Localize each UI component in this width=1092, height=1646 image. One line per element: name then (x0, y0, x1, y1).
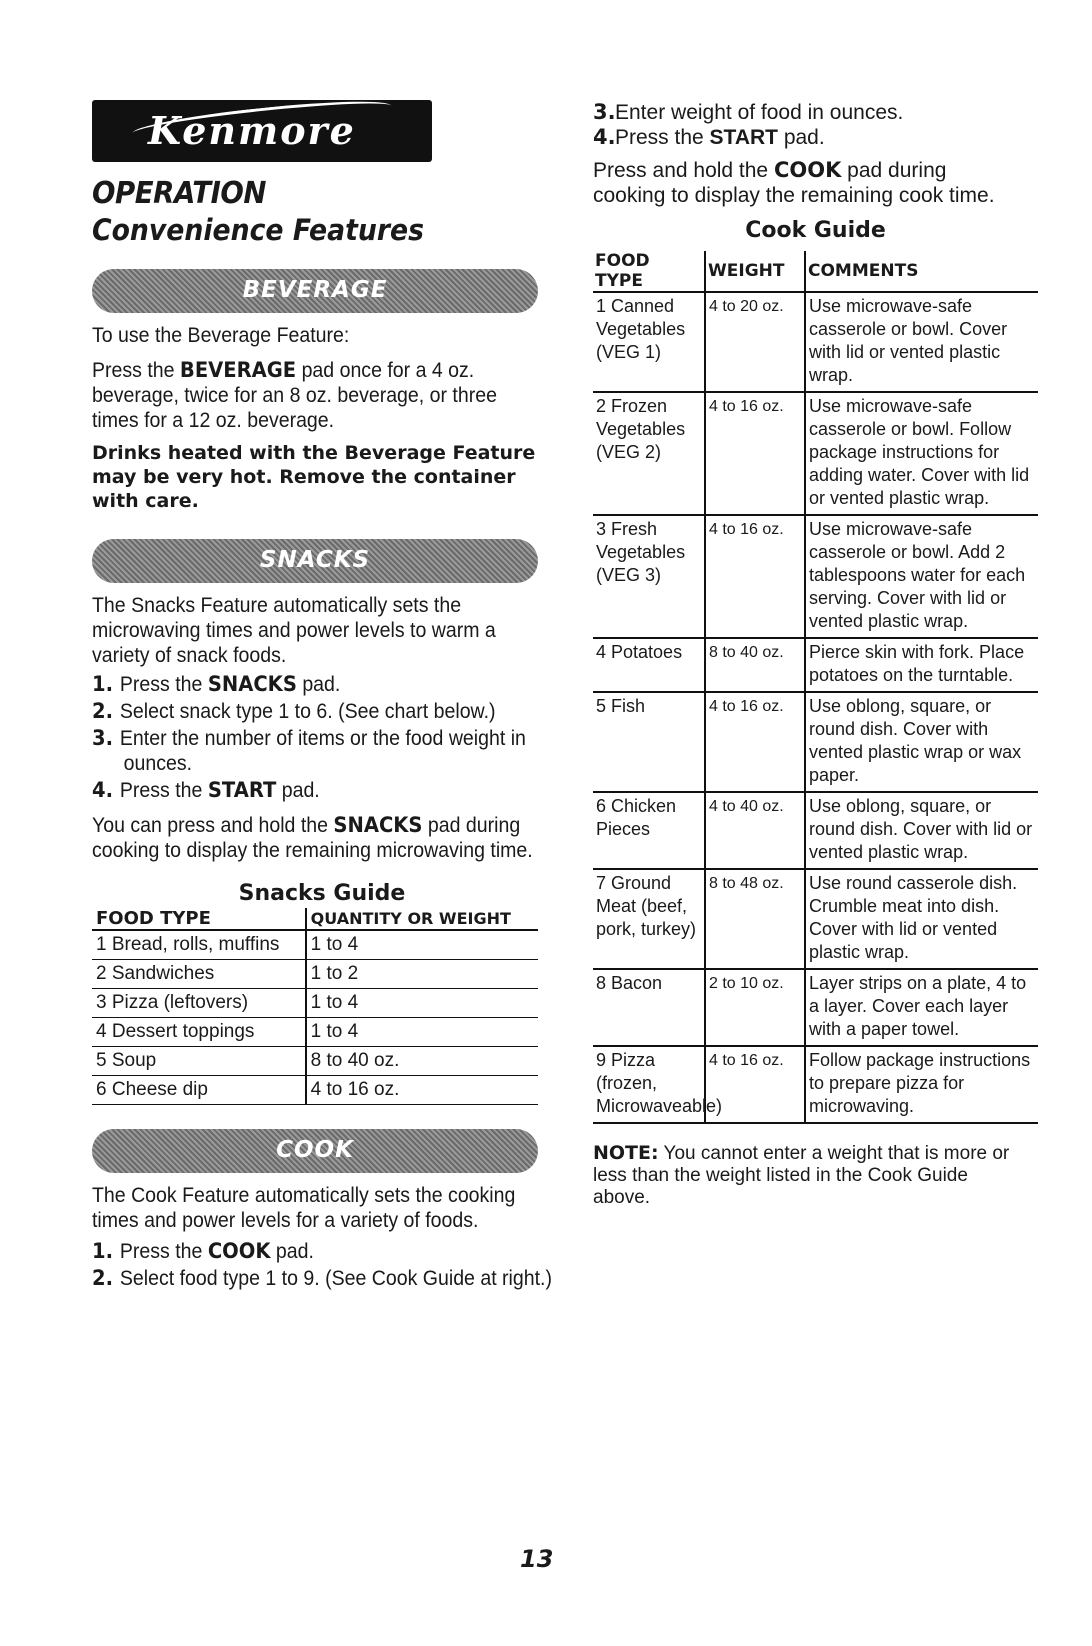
comments-cell: Use microwave-safe casserole or bowl. Cover with lid or vented plastic wrap. (805, 292, 1038, 392)
weight-cell: 4 to 16 oz. (705, 692, 805, 792)
table-row (92, 1047, 538, 1076)
table-row (593, 292, 1038, 392)
weight-cell: 4 to 16 oz. (705, 515, 805, 638)
comments-cell: Use microwave-safe casserole or bowl. Add 2 tablespoons water for each serving. Cover with lid or vented plastic wrap. (805, 515, 1038, 638)
quantity-cell: 1 to 2 (306, 960, 538, 989)
step-item: 2. Select snack type 1 to 6. (See chart below.) (92, 699, 496, 723)
comments-cell: Use microwave-safe casserole or bowl. Follow package instructions for adding water. Cover with lid or vented plastic wrap. (805, 392, 1038, 515)
col-food-type: FOOD TYPE (92, 908, 306, 930)
table-row (92, 1076, 538, 1105)
table-row (593, 969, 1038, 1046)
beverage-intro: To use the Beverage Feature: (92, 324, 350, 347)
quantity-cell: 1 to 4 (306, 930, 538, 960)
table-row (92, 1018, 538, 1047)
table-row (92, 989, 538, 1018)
snacks-intro: The Snacks Feature automatically sets the microwaving times and power levels to warm a variety of snack foods. (92, 594, 496, 667)
food-type-cell: 2 Sandwiches (92, 960, 306, 989)
col-weight: WEIGHT (705, 251, 805, 292)
cook-intro: The Cook Feature automatically sets the cooking times and power levels for a variety of foods. (92, 1184, 516, 1232)
section-subtitle: Convenience Features (92, 213, 424, 247)
quantity-cell: 4 to 16 oz. (306, 1076, 538, 1105)
food-type-cell: 3 Fresh Vegetables (VEG 3) (593, 515, 705, 638)
weight-cell: 4 to 16 oz. (705, 392, 805, 515)
snacks-guide-title: Snacks Guide (238, 881, 406, 906)
table-row (92, 930, 538, 960)
weight-cell: 8 to 40 oz. (705, 638, 805, 692)
quantity-cell: 1 to 4 (306, 989, 538, 1018)
food-type-cell: 5 Soup (92, 1047, 306, 1076)
cook-hold-text: Press and hold the COOK pad during cooking to display the remaining cook time. (593, 158, 995, 207)
comments-cell: Use oblong, square, or round dish. Cover with vented plastic wrap or wax paper. (805, 692, 1038, 792)
food-type-cell: 7 Ground Meat (beef, pork, turkey) (593, 869, 705, 969)
food-type-cell: 2 Frozen Vegetables (VEG 2) (593, 392, 705, 515)
col-comments: COMMENTS (805, 251, 1038, 292)
right-column (593, 100, 1038, 1209)
table-row (593, 515, 1038, 638)
weight-cell: 4 to 40 oz. (705, 792, 805, 869)
food-type-cell: 3 Pizza (leftovers) (92, 989, 306, 1018)
comments-cell: Pierce skin with fork. Place potatoes on the turntable. (805, 638, 1038, 692)
food-type-cell: 1 Bread, rolls, muffins (92, 930, 306, 960)
cook-steps-left (92, 1239, 552, 1291)
snacks-guide-table (92, 908, 538, 1105)
table-row (593, 692, 1038, 792)
snacks-banner: SNACKS (92, 539, 538, 583)
table-row (593, 792, 1038, 869)
step-item: 4. Press the START pad. (92, 778, 320, 802)
col-food-type: FOOD TYPE (593, 251, 705, 292)
beverage-banner: BEVERAGE (92, 269, 538, 313)
page-number: 13 (520, 1545, 554, 1573)
step-item: 3. Enter the number of items or the food weight in ounces. (92, 726, 526, 775)
cook-steps-right (593, 100, 1038, 150)
logo-text: Kenmore (148, 108, 356, 153)
quantity-cell: 1 to 4 (306, 1018, 538, 1047)
food-type-cell: 6 Cheese dip (92, 1076, 306, 1105)
step-item: 4.Press the START pad. (593, 125, 825, 149)
left-column (92, 100, 552, 1291)
food-type-cell: 9 Pizza (frozen, Microwaveable) (593, 1046, 705, 1123)
cook-guide-table (593, 251, 1038, 1124)
beverage-instructions: Press the BEVERAGE pad once for a 4 oz. beverage, twice for an 8 oz. beverage, or three times for a 12 oz. beverage. (92, 358, 497, 432)
table-row (92, 960, 538, 989)
table-row (593, 869, 1038, 969)
comments-cell: Follow package instructions to prepare pizza for microwaving. (805, 1046, 1038, 1123)
cook-guide-title: Cook Guide (745, 218, 886, 243)
comments-cell: Use oblong, square, or round dish. Cover with lid or vented plastic wrap. (805, 792, 1038, 869)
cook-banner: COOK (92, 1129, 538, 1173)
snacks-steps (92, 672, 552, 803)
table-row (593, 638, 1038, 692)
step-item: 1. Press the SNACKS pad. (92, 672, 341, 696)
food-type-cell: 5 Fish (593, 692, 705, 792)
beverage-warning: Drinks heated with the Beverage Feature may be very hot. Remove the container with care. (92, 442, 536, 512)
comments-cell: Layer strips on a plate, 4 to a layer. Cover each layer with a paper towel. (805, 969, 1038, 1046)
section-title: OPERATION (92, 176, 267, 211)
food-type-cell: 1 Canned Vegetables (VEG 1) (593, 292, 705, 392)
food-type-cell: 6 Chicken Pieces (593, 792, 705, 869)
kenmore-logo (92, 100, 432, 162)
comments-cell: Use round casserole dish. Crumble meat into dish. Cover with lid or vented plastic wrap. (805, 869, 1038, 969)
weight-cell: 4 to 20 oz. (705, 292, 805, 392)
food-type-cell: 4 Potatoes (593, 638, 705, 692)
weight-cell: 2 to 10 oz. (705, 969, 805, 1046)
col-quantity: QUANTITY OR WEIGHT (306, 908, 538, 930)
step-item: 2. Select food type 1 to 9. (See Cook Guide at right.) (92, 1266, 552, 1290)
weight-cell: 8 to 48 oz. (705, 869, 805, 969)
step-item: 1. Press the COOK pad. (92, 1239, 314, 1263)
step-item: 3.Enter weight of food in ounces. (593, 100, 904, 124)
food-type-cell: 8 Bacon (593, 969, 705, 1046)
table-row (593, 392, 1038, 515)
food-type-cell: 4 Dessert toppings (92, 1018, 306, 1047)
quantity-cell: 8 to 40 oz. (306, 1047, 538, 1076)
weight-cell: 4 to 16 oz. (705, 1046, 805, 1123)
snacks-hold-text: You can press and hold the SNACKS pad during cooking to display the remaining microwaving time. (92, 813, 533, 862)
cook-note: NOTE: You cannot enter a weight that is more or less than the weight listed in the Cook Guide above. (593, 1142, 1010, 1208)
table-row (593, 1046, 1038, 1123)
